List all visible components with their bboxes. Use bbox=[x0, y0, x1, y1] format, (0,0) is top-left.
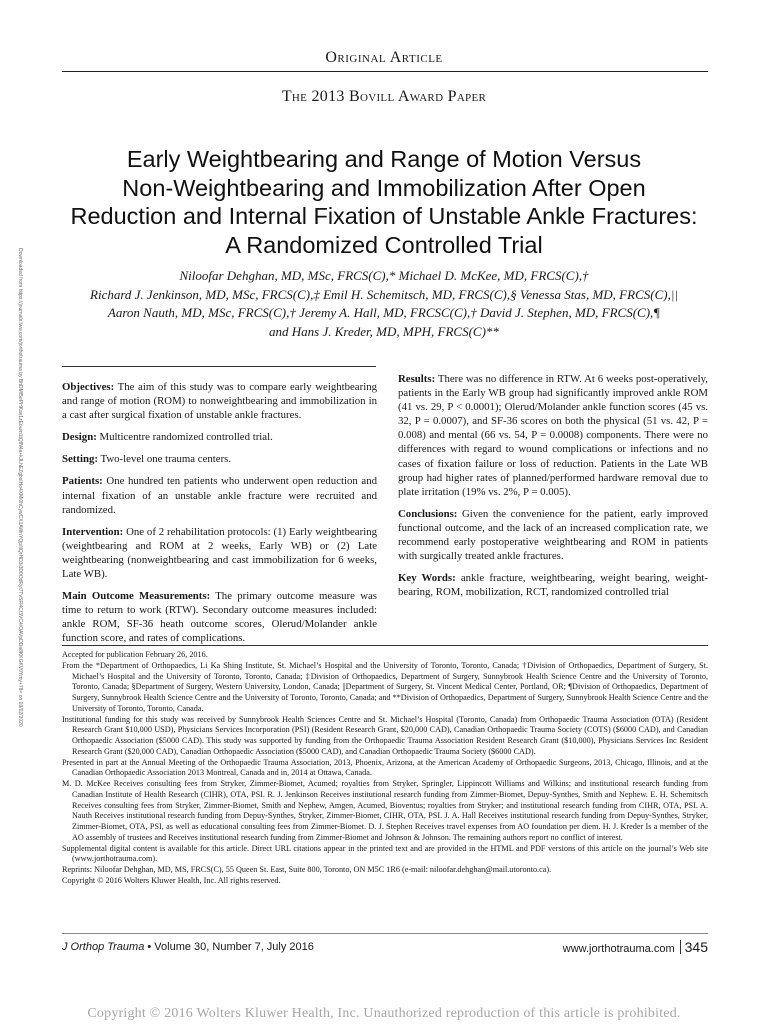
page-number: 345 bbox=[684, 939, 708, 955]
abstract-heading: Key Words: bbox=[398, 572, 456, 585]
section-label: Original Article bbox=[325, 49, 443, 66]
journal-name: J Orthop Trauma bbox=[62, 941, 145, 953]
abstract-text: The primary outcome measure was time to return to work (RTW). Secondary outcome measures included: ankle ROM, SF-36 heath outcome scores, Olerud/Molander ankle function score, and rates of complications. bbox=[62, 590, 377, 645]
download-side-note bbox=[17, 248, 25, 768]
footnote: Accepted for publication February 26, 2016. bbox=[62, 650, 208, 659]
footnote: Institutional funding for this study was received by Sunnybrook Health Sciences Centre and St. Michael’s Hospital (Toronto, Canada) from Orthopaedic Trauma Association (OTA) (Resident Research Grant $10,000 USD), Physicians Services Incorporation (PSI) (Resident Research Grant, $20,000 CAD), Canadian Orthopaedic Trauma Society (COTS) ($6000 CAD), and Canadian Orthopaedic Association ($5000 CAD). This study was supported by funding from the Orthopaedic Trauma Association Resident Research Grant ($10,000), Physicians Services Inc Resident Research Grant ($20,000 CAD), Canadian Orthopaedic Association ($5000 CAD), and Canadian Orthopaedic Trauma Society ($6000 CAD). bbox=[62, 714, 708, 756]
abstract-text: One hundred ten patients who underwent open reduction and internal fixation of an unstable ankle fracture were recruited and randomized. bbox=[62, 475, 378, 516]
abstract-heading: Conclusions: bbox=[398, 507, 458, 520]
abstract-text: There was no difference in RTW. At 6 weeks post-operatively, patients in the Early WB group had significantly improved ankle ROM (41 vs. 29, P < 0.0001); Olerud/Molander ankle function scores (45 vs. 32, P = 0.0007), and SF-36 scores on both the physical (51 vs. 42, P = 0.008) and mental (66 vs. 54, P = 0.0008) components. There were no differences with regard to wound complications or infections and no cases of fixation failure or loss of reduction. Patients in the Late WB group had higher rates of planned/performed hardware removal due to plate irritation (19% vs. 2%, P = 0.005). bbox=[398, 373, 708, 498]
abstract-heading: Intervention: bbox=[62, 525, 124, 538]
footer-page-info bbox=[563, 939, 708, 955]
footer-citation bbox=[62, 941, 314, 953]
title-line: Early Weightbearing and Range of Motion Versus bbox=[126, 146, 642, 172]
abstract-text: ankle fracture, weightbearing, weight bearing, weight-bearing, ROM, mobilization, RCT, randomized controlled trial bbox=[398, 572, 708, 599]
abstract-text: The aim of this study was to compare early weightbearing and range of motion (ROM) to nonweightbearing and immobilization in a cast after surgical fixation of unstable ankle fractures. bbox=[62, 381, 377, 422]
volume-info: • Volume 30, Number 7, July 2016 bbox=[147, 941, 314, 953]
abstract-objectives bbox=[62, 380, 377, 422]
abstract-design bbox=[62, 430, 377, 444]
abstract-patients bbox=[62, 474, 377, 516]
abstract-text: Two-level one trauma centers. bbox=[100, 453, 232, 466]
side-note-text: Downloaded from https://journals.lww.com/jorthotrauma by BhDMf5ePHKav1zEoum1tQfN4a+kJLhEZgbsIHo4XMi0hCywCX1AWnYQp/IlQrHD3i3D0OdRyi7TvSFl4Cf3VC4/OAVpDDa8KKGKV0Ymy+78= on 09/02/2020 bbox=[17, 248, 23, 727]
footer-separator bbox=[680, 940, 681, 954]
footnote: From the *Department of Orthopaedics, Li Ka Shing Institute, St. Michael’s Hospital and the University of Toronto, Toronto, Canada; †Division of Orthopaedics, Department of Surgery, St. Michael’s Hospital and the University of Toronto, Toronto, Canada; ‡Division of Orthopaedics, Department of Surgery, Sunnybrook Health Science Centre and the University of Toronto, Toronto, Canada; §Department of Surgery, Western University, London, Canada; ||Department of Surgery, St. Vincent Medical Center, Portland, OR; ¶Division of Orthopaedics, Department of Surgery, Sunnybrook Health Science Centre and the University of Toronto, Toronto, Canada; and **Division of Orthopaedics, Department of Surgery, Sunnybrook Health Science Centre and the University of Toronto, Toronto, Canada. bbox=[62, 660, 708, 713]
abstract-left-column bbox=[62, 380, 377, 654]
footnote: Presented in part at the Annual Meeting of the Orthopaedic Trauma Association, 2013, Phoenix, Arizona, at the American Academy of Orthopaedic Surgeons, 2013, Chicago, Illinois, and at the Canadian Orthopaedic Association 2013 Montreal, Canada and in, 2014 at Ottawa, Canada. bbox=[62, 757, 708, 778]
abstract-results bbox=[398, 372, 708, 499]
abstract-keywords bbox=[398, 571, 708, 599]
author-line: Niloofar Dehghan, MD, MSc, FRCS(C),* Michael D. McKee, MD, FRCS(C),† bbox=[179, 268, 589, 283]
footnote: M. D. McKee Receives consulting fees from Stryker, Zimmer-Biomet, Acumed; royalties from Stryker, Springler, Lippincott Williams and Wilkins; and institutional research funding from Canadian Institute of Health Research (CIHR), OTA, PSI. R. J. Jenkinson Receives institutional research funding from Zimmer-Biomet, Depuy-Synthes, Smith and Nephew. E. H. Schemitsch Receives consulting fees from Stryker, Zimmer-Biomet, Smith and Nephew, Amgen, Acumed, Bioventus; royalties from Stryker; and institutional research funding from CIHR, OTA, PSI. A. Nauth Receives institutional research funding from Depuy-Synthes, Stryker, Zimmer-Biomet, CIHR, OTA, PSI. J. A. Hall Receives institutional research funding from Depuy-Synthes, Stryker, Zimmer-Biomet, OTA, PSI, as well as educational consulting fees from Zimmer-Biomet. D. J. Stephen Receives travel expenses from AO foundation per diem. H. J. Kreder Is a member of the AO assembly of trustees and Receives institutional research funding from Zimmer-Biomet and Johnson & Johnson. The remaining authors report no conflict of interest. bbox=[62, 779, 708, 842]
abstract-right-column bbox=[398, 372, 708, 607]
abstract-conclusions bbox=[398, 507, 708, 563]
article-title bbox=[40, 145, 728, 259]
abstract-heading: Patients: bbox=[62, 475, 103, 488]
author-line: Aaron Nauth, MD, MSc, FRCS(C),† Jeremy A. Hall, MD, FRCSC(C),† David J. Stephen, MD, FRCS(C),¶ bbox=[107, 305, 661, 320]
abstract-rule bbox=[62, 366, 376, 367]
footnote: Copyright © 2016 Wolters Kluwer Health, Inc. All rights reserved. bbox=[62, 875, 281, 885]
abstract-heading: Design: bbox=[62, 431, 97, 444]
abstract-text: Given the convenience for the patient, early improved functional outcome, and the lack of an increased complication rate, we recommend early postoperative weightbearing and ROM in patients with surgically treated ankle fractures. bbox=[398, 507, 708, 563]
abstract-intervention bbox=[62, 525, 377, 581]
copyright-banner: Copyright © 2016 Wolters Kluwer Health, Inc. Unauthorized reproduction of this article is prohibited. bbox=[87, 1006, 681, 1021]
abstract-heading: Results: bbox=[398, 373, 436, 385]
footnote: Reprints: Niloofar Dehghan, MD, MS, FRCS(C), 55 Queen St. East, Suite 800, Toronto, ON M5C 1R6 (e-mail: niloofar.dehghan@mail.utoronto.ca). bbox=[62, 865, 552, 874]
author-list bbox=[40, 267, 728, 341]
journal-website: www.jorthotrauma.com bbox=[562, 943, 675, 955]
abstract-text: One of 2 rehabilitation protocols: (1) Early weightbearing (weightbearing and ROM at 2 weeks, Early WB) or (2) Late weightbearing (nonweightbearing and cast immobilization for 6 weeks, Late WB). bbox=[62, 525, 377, 581]
footnote-rule bbox=[62, 645, 708, 646]
footnote: Supplemental digital content is available for this article. Direct URL citations appear in the printed text and are provided in the HTML and PDF versions of this article on the journal’s Web site (www.jorthotrauma.com). bbox=[62, 843, 708, 864]
title-line: Non-Weightbearing and Immobilization After Open bbox=[122, 174, 646, 201]
header-rule bbox=[62, 71, 708, 72]
abstract-heading: Main Outcome Measurements: bbox=[62, 590, 211, 603]
abstract-heading: Setting: bbox=[62, 453, 98, 466]
abstract-text: Multicentre randomized controlled trial. bbox=[99, 431, 273, 444]
author-line: and Hans J. Kreder, MD, MPH, FRCS(C)** bbox=[269, 323, 499, 339]
abstract-outcomes bbox=[62, 589, 377, 645]
author-line: Richard J. Jenkinson, MD, MSc, FRCS(C),‡ Emil H. Schemitsch, MD, FRCS(C),§ Venessa Stas, MD, FRCS(C),|| bbox=[90, 286, 678, 302]
title-line: A Randomized Controlled Trial bbox=[225, 231, 543, 258]
footer-rule bbox=[62, 933, 708, 934]
award-label: The 2013 Bovill Award Paper bbox=[281, 88, 487, 105]
footnotes bbox=[62, 650, 708, 887]
title-line: Reduction and Internal Fixation of Unstable Ankle Fractures: bbox=[70, 203, 698, 229]
abstract-heading: Objectives: bbox=[62, 381, 115, 393]
abstract-setting bbox=[62, 452, 377, 466]
